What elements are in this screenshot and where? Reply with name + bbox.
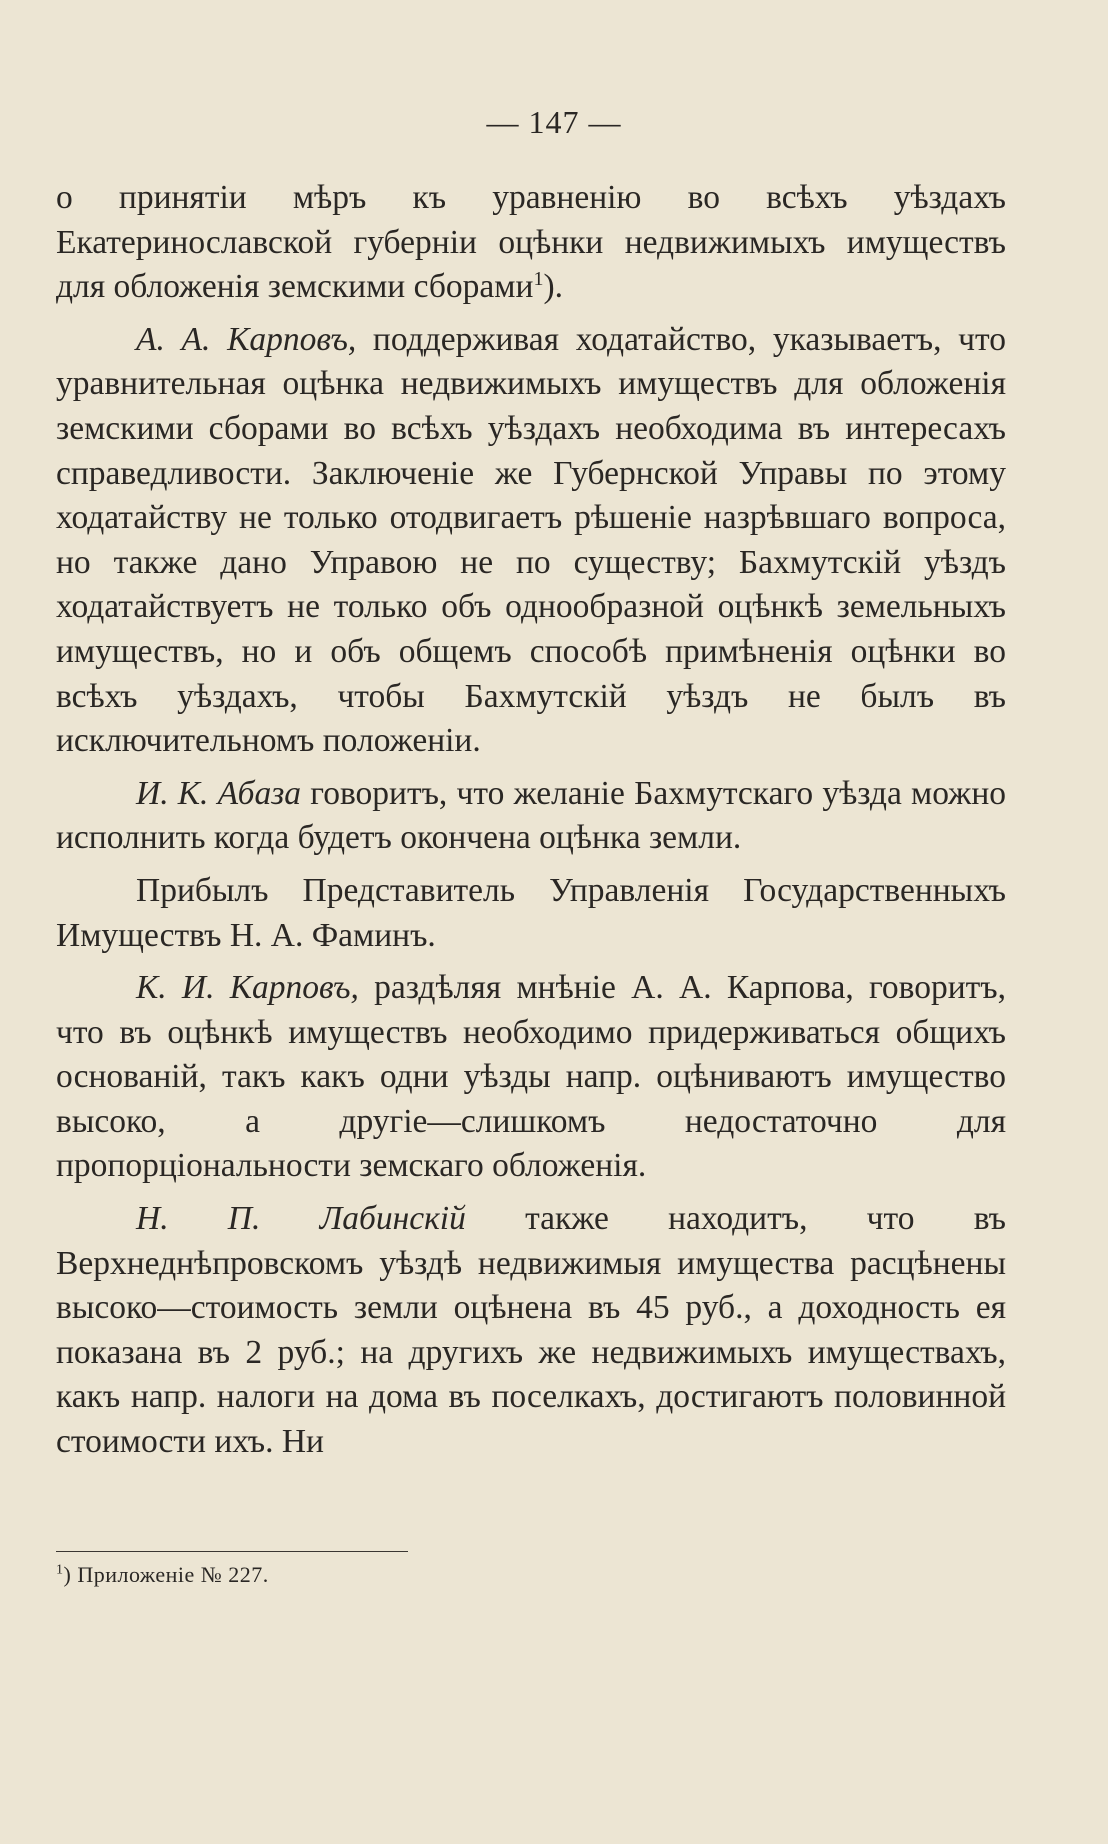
footnote-reference: 1 (533, 268, 544, 291)
footnote-divider (56, 1551, 408, 1552)
speaker-name: К. И. Карповъ, (136, 969, 359, 1007)
speaker-name: И. К. Абаза (136, 774, 302, 812)
speaker-name: А. А. Карповъ, (136, 320, 357, 358)
paragraph-text: о принятіи мѣръ къ уравненію во всѣхъ уѣздахъ Екатеринославской губерніи оцѣнки недвижимыхъ имуществъ для обложенія земскими сборами (56, 179, 1006, 306)
paragraph-continuation (56, 176, 1006, 310)
paragraph-abaza (56, 772, 1006, 861)
paragraph-karpov-aa (56, 318, 1006, 764)
paragraph-text: говоритъ, что желаніе Бахмутскаго уѣзда можно исполнить когда будетъ окончена оцѣнка земли. (56, 774, 1006, 857)
footnote (56, 1562, 269, 1588)
paragraph-text: поддерживая ходатайство, указываетъ, что уравнительная оцѣнка недвижимыхъ имуществъ для обложенія земскими сборами во всѣхъ уѣздахъ необходима въ интересахъ справедливости. Заключеніе же Губернской Управы по этому ходатайству не только отодвигаетъ рѣшеніе назрѣвшаго вопроса, но также дано Управою не по существу; Бахмутскій уѣздъ ходатайствуетъ не только объ однообразной оцѣнкѣ земельныхъ имуществъ, но и объ общемъ способѣ примѣненія оцѣнки во всѣхъ уѣздахъ, чтобы Бахмутскій уѣздъ не былъ въ исключительномъ положеніи. (56, 320, 1006, 760)
page-number: — 147 — (486, 104, 622, 140)
paragraph-text: Прибылъ Представитель Управленія Государственныхъ Имуществъ Н. А. Фаминъ. (56, 871, 1006, 954)
paragraph-karpov-ki (56, 966, 1006, 1189)
paragraph-labinsky (56, 1197, 1006, 1465)
paragraph-text-tail: ). (543, 268, 563, 306)
paragraph-arrival (56, 869, 1006, 958)
footnote-mark: 1 (56, 1562, 64, 1578)
speaker-name: Н. П. Лабинскій (136, 1200, 466, 1238)
footnote-text: ) Приложеніе № 227. (63, 1562, 269, 1587)
paragraph-text: раздѣляя мнѣніе А. А. Карпова, говоритъ, что въ оцѣнкѣ имуществъ необходимо придерживаться общихъ основаній, такъ какъ одни уѣзды напр. оцѣниваютъ имущество высоко, а другіе—слишкомъ недостаточно для пропорціональности земскаго обложенія. (56, 969, 1006, 1185)
body-text (56, 176, 1006, 1465)
paragraph-text: также находитъ, что въ Верхнеднѣпровскомъ уѣздѣ недвижимыя имущества расцѣнены высоко—стоимость земли оцѣнена въ 45 руб., а доходность ея показана въ 2 руб.; на другихъ же недвижимыхъ имуществахъ, какъ напр. налоги на дома въ поселкахъ, достигаютъ половинной стоимости ихъ. Ни (56, 1200, 1007, 1461)
